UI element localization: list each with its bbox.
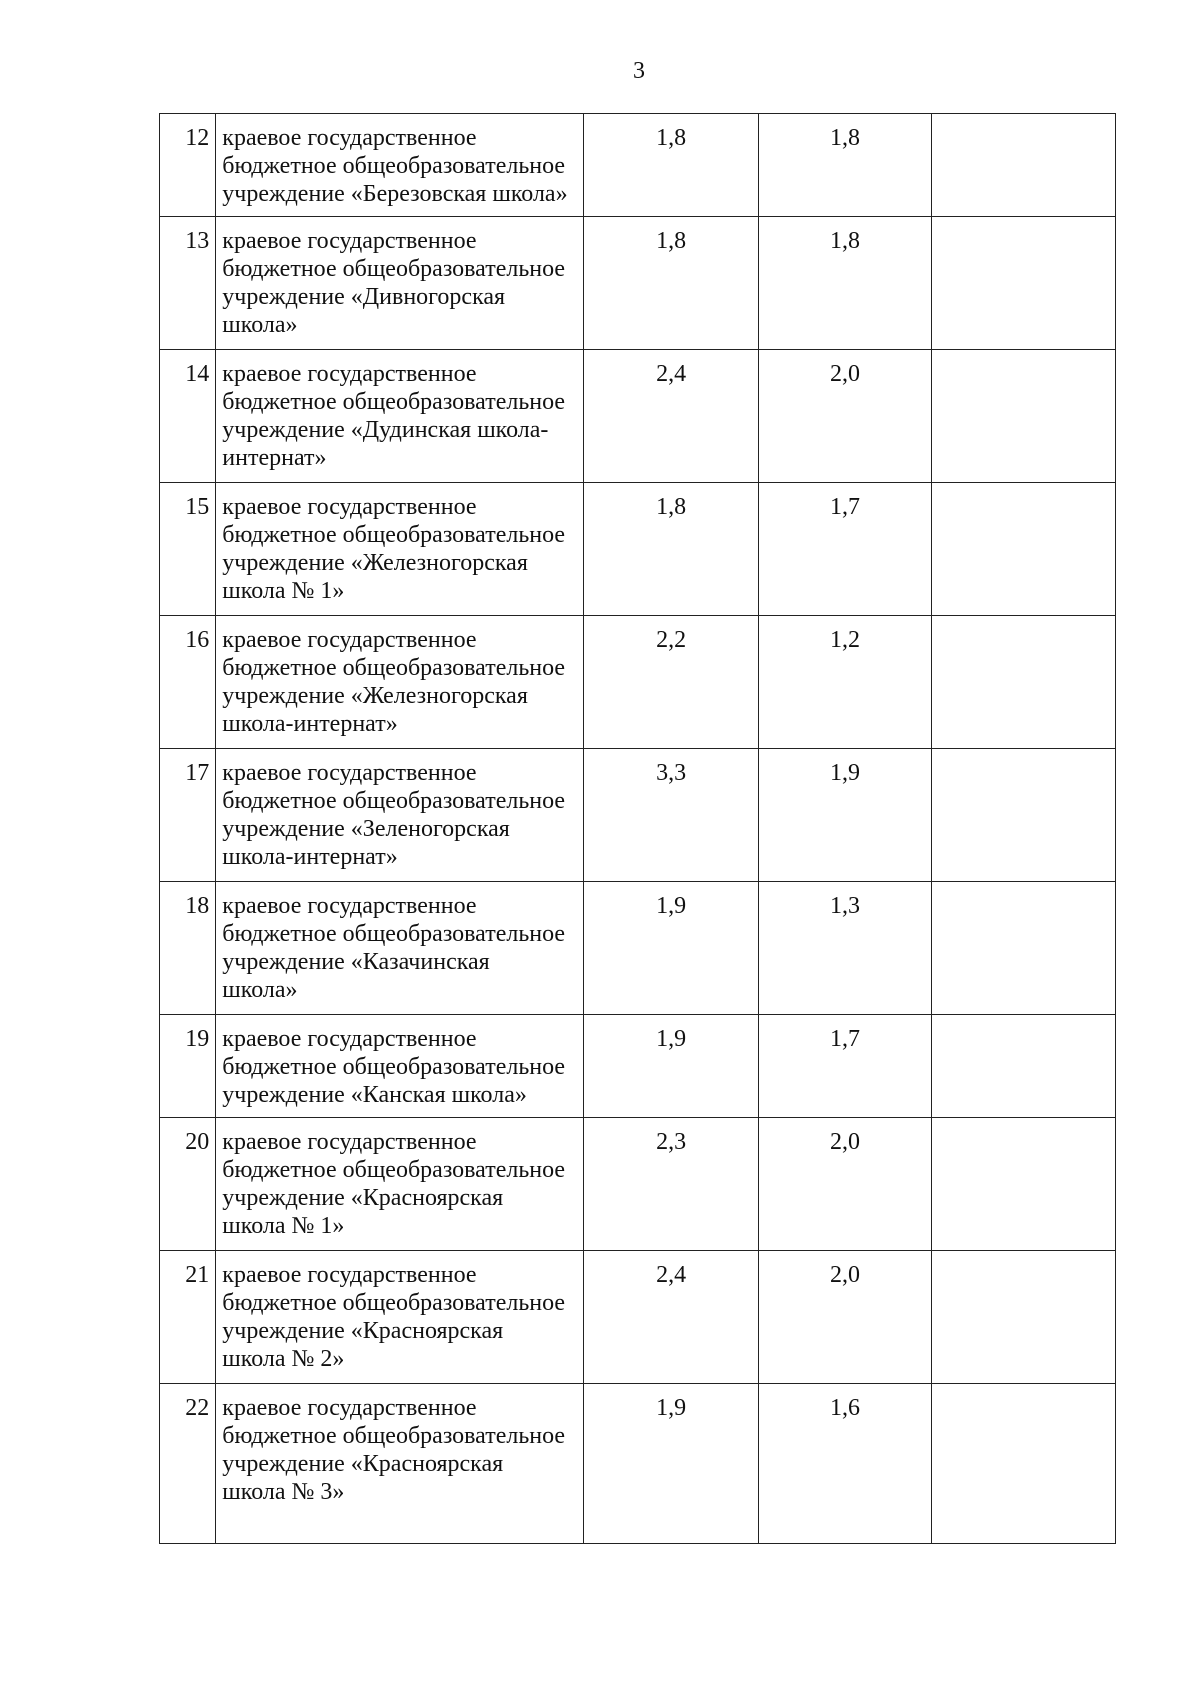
- value-cell-3: [932, 217, 1116, 350]
- institution-name-line: школа»: [222, 977, 298, 1003]
- value-cell-1: 2,3: [584, 1118, 759, 1251]
- institution-name-cell: [216, 1118, 584, 1251]
- institution-name-cell: [216, 217, 584, 350]
- institution-name-line: школа-интернат»: [222, 844, 398, 870]
- institution-name-line: бюджетное общеобразовательное: [222, 522, 566, 548]
- institution-name-line: учреждение «Красноярская: [222, 1451, 504, 1477]
- institution-name-line: учреждение «Красноярская: [222, 1185, 504, 1211]
- value-cell-1: 2,2: [584, 616, 759, 749]
- institution-name-line: учреждение «Железногорская: [222, 683, 528, 709]
- institution-name-line: бюджетное общеобразовательное: [222, 655, 566, 681]
- row-number-cell: 18: [160, 882, 216, 1015]
- page-number: 3: [633, 58, 645, 84]
- institution-name-cell: [216, 882, 584, 1015]
- value-cell-3: [932, 1118, 1116, 1251]
- row-number-cell: 22: [160, 1384, 216, 1544]
- row-number-cell: 17: [160, 749, 216, 882]
- row-number-cell: 19: [160, 1015, 216, 1118]
- institution-name-line: бюджетное общеобразовательное: [222, 1157, 566, 1183]
- value-cell-2: 1,7: [759, 483, 932, 616]
- institution-name-line: бюджетное общеобразовательное: [222, 1290, 566, 1316]
- value-cell-2: 1,6: [759, 1384, 932, 1544]
- table-row: [160, 483, 1116, 616]
- value-cell-2: 1,3: [759, 882, 932, 1015]
- value-cell-1: 2,4: [584, 1251, 759, 1384]
- value-cell-3: [932, 114, 1116, 217]
- institution-name-line: школа № 1»: [222, 578, 345, 604]
- institution-name-line: бюджетное общеобразовательное: [222, 788, 566, 814]
- institution-name-line: школа № 2»: [222, 1346, 345, 1372]
- institution-name-cell: [216, 1015, 584, 1118]
- value-cell-2: 1,9: [759, 749, 932, 882]
- value-cell-2: 1,2: [759, 616, 932, 749]
- institution-name-line: бюджетное общеобразовательное: [222, 256, 566, 282]
- institution-name-line: бюджетное общеобразовательное: [222, 1423, 566, 1449]
- institution-name-line: учреждение «Дивногорская: [222, 284, 506, 310]
- table-row: [160, 1251, 1116, 1384]
- institution-name-line: краевое государственное: [222, 627, 477, 653]
- value-cell-3: [932, 749, 1116, 882]
- institution-name-line: краевое государственное: [222, 1395, 477, 1421]
- institution-name-line: учреждение «Дудинская школа-: [222, 417, 549, 443]
- institution-name-line: учреждение «Казачинская: [222, 949, 490, 975]
- value-cell-2: 1,8: [759, 217, 932, 350]
- value-cell-2: 2,0: [759, 1118, 932, 1251]
- institution-name-line: бюджетное общеобразовательное: [222, 153, 566, 179]
- institution-name-line: учреждение «Красноярская: [222, 1318, 504, 1344]
- value-cell-1: 2,4: [584, 350, 759, 483]
- value-cell-2: 1,8: [759, 114, 932, 217]
- row-number-cell: 13: [160, 217, 216, 350]
- row-number-cell: 12: [160, 114, 216, 217]
- value-cell-3: [932, 616, 1116, 749]
- table-row: [160, 217, 1116, 350]
- table-row: [160, 350, 1116, 483]
- institution-name-cell: [216, 616, 584, 749]
- institution-name-line: школа»: [222, 312, 298, 338]
- value-cell-3: [932, 1251, 1116, 1384]
- value-cell-1: 1,9: [584, 882, 759, 1015]
- value-cell-3: [932, 1384, 1116, 1544]
- institution-name-line: краевое государственное: [222, 125, 477, 151]
- value-cell-1: 3,3: [584, 749, 759, 882]
- institution-name-line: краевое государственное: [222, 760, 477, 786]
- institution-name-line: школа № 3»: [222, 1479, 345, 1505]
- table-row: [160, 1118, 1116, 1251]
- value-cell-2: 1,7: [759, 1015, 932, 1118]
- table-row: [160, 616, 1116, 749]
- row-number-cell: 14: [160, 350, 216, 483]
- institution-name-line: бюджетное общеобразовательное: [222, 1054, 566, 1080]
- institution-name-line: интернат»: [222, 445, 327, 471]
- institution-name-line: краевое государственное: [222, 1262, 477, 1288]
- value-cell-2: 2,0: [759, 350, 932, 483]
- row-number-cell: 20: [160, 1118, 216, 1251]
- value-cell-3: [932, 882, 1116, 1015]
- institution-name-line: бюджетное общеобразовательное: [222, 921, 566, 947]
- institution-name-line: учреждение «Железногорская: [222, 550, 528, 576]
- value-cell-1: 1,8: [584, 114, 759, 217]
- value-cell-3: [932, 1015, 1116, 1118]
- institution-name-line: школа № 1»: [222, 1213, 345, 1239]
- value-cell-1: 1,9: [584, 1015, 759, 1118]
- table-body: [160, 114, 1116, 1544]
- institution-name-cell: [216, 749, 584, 882]
- table-row: [160, 749, 1116, 882]
- table-row: [160, 882, 1116, 1015]
- institution-name-line: учреждение «Канская школа»: [222, 1082, 527, 1108]
- value-cell-2: 2,0: [759, 1251, 932, 1384]
- value-cell-1: 1,8: [584, 483, 759, 616]
- institution-name-line: учреждение «Зеленогорская: [222, 816, 510, 842]
- value-cell-1: 1,9: [584, 1384, 759, 1544]
- row-number-cell: 16: [160, 616, 216, 749]
- table-row: [160, 1384, 1116, 1544]
- institution-name-line: школа-интернат»: [222, 711, 398, 737]
- table-row: [160, 1015, 1116, 1118]
- institution-name-cell: [216, 350, 584, 483]
- institution-name-line: учреждение «Березовская школа»: [222, 181, 568, 207]
- institution-name-line: краевое государственное: [222, 361, 477, 387]
- institution-name-cell: [216, 114, 584, 217]
- institution-name-line: бюджетное общеобразовательное: [222, 389, 566, 415]
- table-row: [160, 114, 1116, 217]
- institution-name-cell: [216, 1251, 584, 1384]
- institutions-table: [159, 113, 1116, 1544]
- row-number-cell: 15: [160, 483, 216, 616]
- institution-name-line: краевое государственное: [222, 494, 477, 520]
- institution-name-cell: [216, 483, 584, 616]
- institution-name-line: краевое государственное: [222, 893, 477, 919]
- institution-name-line: краевое государственное: [222, 1129, 477, 1155]
- row-number-cell: 21: [160, 1251, 216, 1384]
- institution-name-cell: [216, 1384, 584, 1544]
- value-cell-3: [932, 483, 1116, 616]
- institution-name-line: краевое государственное: [222, 1026, 477, 1052]
- value-cell-3: [932, 350, 1116, 483]
- institution-name-line: краевое государственное: [222, 228, 477, 254]
- value-cell-1: 1,8: [584, 217, 759, 350]
